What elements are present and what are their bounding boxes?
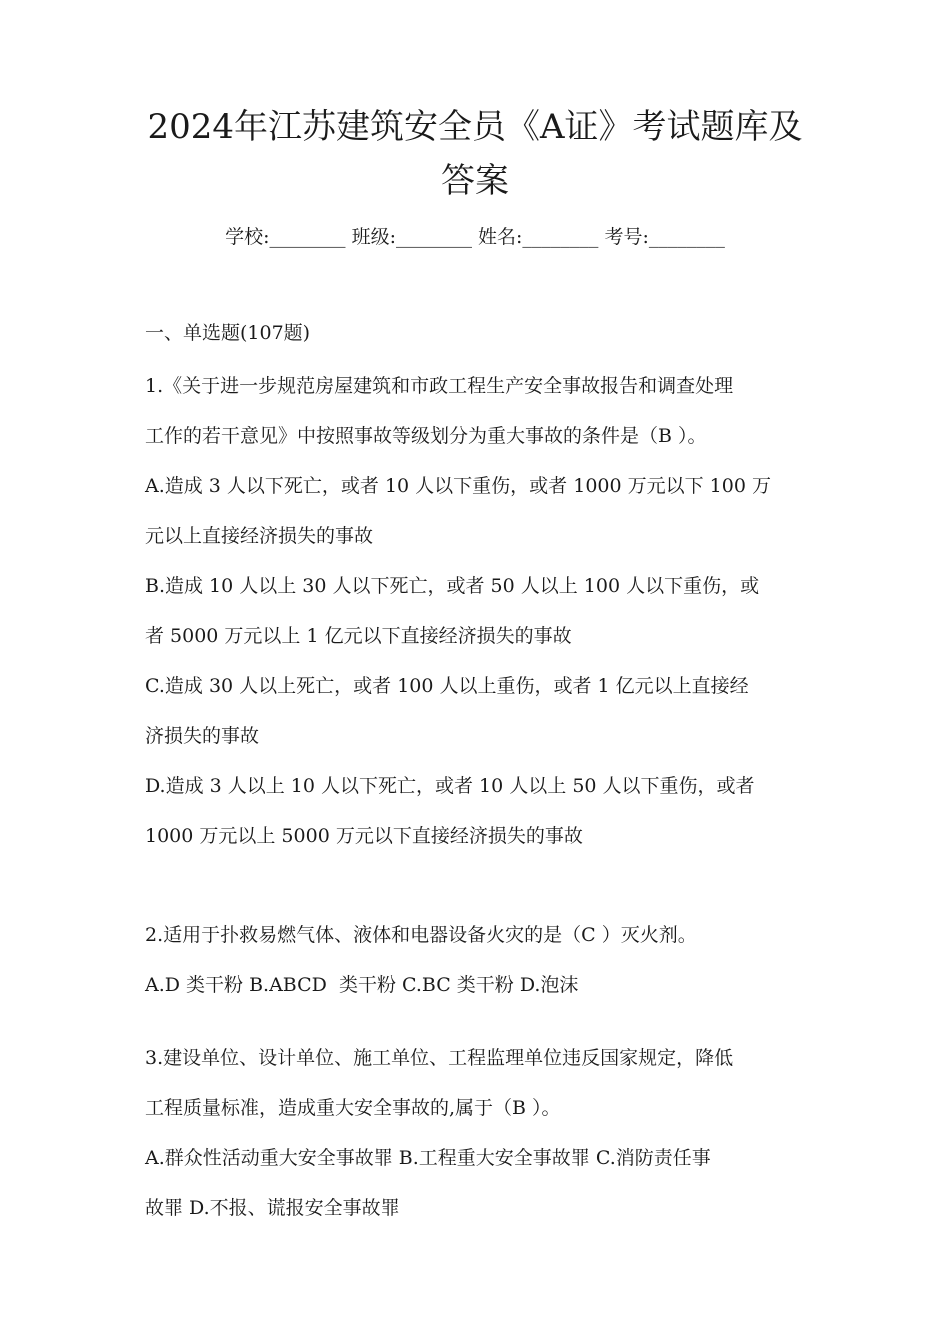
options-line: A.群众性活动重大安全事故罪 B.工程重大安全事故罪 C.消防责任事 [145, 1147, 711, 1169]
options-line: A.D 类干粉 B.ABCD 类干粉 C.BC 类干粉 D.泡沫 [145, 974, 579, 996]
option-c: C.造成 30 人以上死亡，或者 100 人以上重伤，或者 1 亿元以上直接经 [145, 675, 749, 697]
question-text: 工作的若干意见》中按照事故等级划分为重大事故的条件是（B ）。 [145, 425, 707, 447]
title-line: 2024年江苏建筑安全员《A证》考试题库及 [147, 107, 803, 147]
question-text: 2.适用于扑救易燃气体、液体和电器设备火灾的是（C ）灭火剂。 [145, 924, 697, 946]
option-d: 1000 万元以上 5000 万元以下直接经济损失的事故 [145, 825, 583, 847]
option-b: B.造成 10 人以上 30 人以下死亡，或者 50 人以上 100 人以下重伤，或 [145, 575, 760, 597]
option-a: 元以上直接经济损失的事故 [145, 525, 374, 547]
document-title [100, 100, 850, 208]
option-b: 者 5000 万元以上 1 亿元以下直接经济损失的事故 [145, 625, 572, 647]
title-line: 答案 [441, 161, 509, 201]
question-text: 3.建设单位、设计单位、施工单位、工程监理单位违反国家规定，降低 [145, 1047, 734, 1069]
question-3 [145, 1033, 810, 1233]
student-info-line: 学校:________ 班级:________ 姓名:________ 考号:________ [225, 226, 725, 248]
question-text: 1.《关于进一步规范房屋建筑和市政工程生产安全事故报告和调查处理 [145, 375, 734, 397]
question-1 [145, 361, 810, 861]
question-text: 工程质量标准，造成重大安全事故的,属于（B ）。 [145, 1097, 561, 1119]
options-line: 故罪 D.不报、谎报安全事故罪 [145, 1197, 400, 1219]
option-a: A.造成 3 人以下死亡，或者 10 人以下重伤，或者 1000 万元以下 100 万 [145, 475, 771, 497]
option-d: D.造成 3 人以上 10 人以下死亡，或者 10 人以上 50 人以下重伤，或者 [145, 775, 755, 797]
option-c: 济损失的事故 [145, 725, 260, 747]
section-heading: 一、单选题(107题) [145, 322, 311, 344]
question-2 [145, 910, 810, 1010]
